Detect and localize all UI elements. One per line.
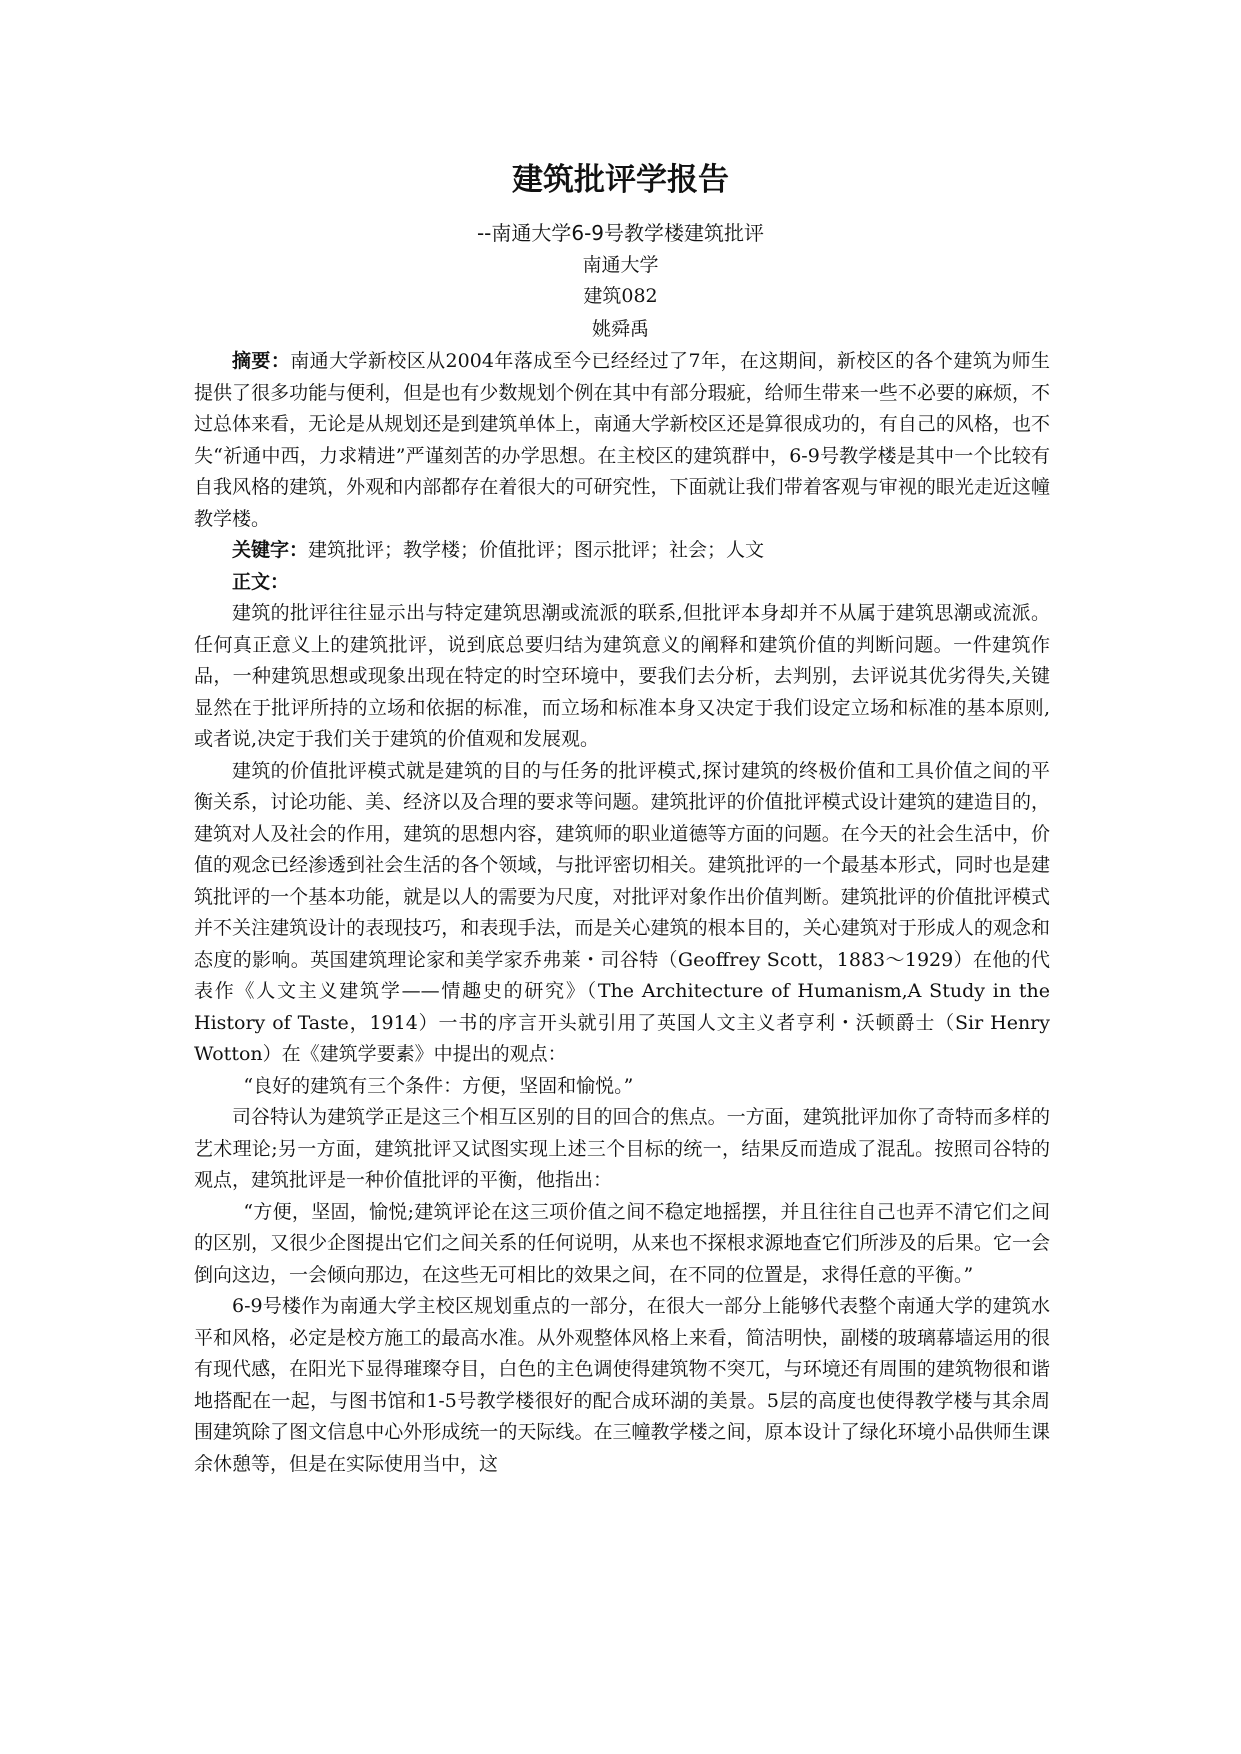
body-heading [194,567,1050,599]
body-paragraph-3: 司谷特认为建筑学正是这三个相互区别的目的回合的焦点。一方面，建筑批评加你了奇特而多样的艺术理论;另一方面，建筑批评又试图实现上述三个目标的统一，结果反而造成了混乱。按照司谷特的观点，建筑批评是一种价值批评的平衡，他指出： [194,1106,1050,1191]
quote-paragraph-2: “方便，坚固，愉悦;建筑评论在这三项价值之间不稳定地摇摆，并且往往自己也弄不清它们之间的区别，又很少企图提出它们之间关系的任何说明，从来也不探根求源地查它们所涉及的后果。它一会倒向这边，一会倾向那边，在这些无可相比的效果之间，在不同的位置是，求得任意的平衡。” [194,1200,1050,1286]
keywords-text: 建筑批评；教学楼；价值批评；图示批评；社会；人文 [308,539,765,561]
keywords-label: 关键字： [232,539,309,561]
abstract-text: 南通大学新校区从2004年落成至今已经经过了7年，在这期间，新校区的各个建筑为师生提供了很多功能与便利，但是也有少数规划个例在其中有部分瑕疵，给师生带来一些不必要的麻烦，不过总体来看，无论是从规划还是到建筑单体上，南通大学新校区还是算很成功的，有自己的风格，也不失“祈通中西，力求精进”严谨刻苦的办学思想。在主校区的建筑群中，6-9号教学楼是其中一个比较有自我风格的建筑，外观和内部都存在着很大的可研究性，下面就让我们带着客观与审视的眼光走近这幢教学楼。 [194,350,1050,530]
body-label: 正文： [232,570,290,593]
author-name: 姚舜禹 [591,318,649,340]
author-class: 建筑082 [583,285,658,307]
document-title: 建筑批评学报告 [512,162,729,198]
author-school: 南通大学 [582,254,659,276]
abstract-paragraph [194,346,1050,535]
keywords-paragraph [194,535,1050,567]
body-paragraph-4: 6-9号楼作为南通大学主校区规划重点的一部分，在很大一部分上能够代表整个南通大学的建筑水平和风格，必定是校方施工的最高水准。从外观整体风格上来看，简洁明快，副楼的玻璃幕墙运用的很有现代感，在阳光下显得璀璨夺目，白色的主色调使得建筑物不突兀，与环境还有周围的建筑物很和谐地搭配在一起，与图书馆和1-5号教学楼很好的配合成环湖的美景。5层的高度也使得教学楼与其余周围建筑除了图文信息中心外形成统一的天际线。在三幢教学楼之间，原本设计了绿化环境小品供师生课余休憩等，但是在实际使用当中，这 [194,1295,1050,1475]
body-paragraph-2: 建筑的价值批评模式就是建筑的目的与任务的批评模式,探讨建筑的终极价值和工具价值之间的平衡关系，讨论功能、美、经济以及合理的要求等问题。建筑批评的价值批评模式设计建筑的建造目的，建筑对人及社会的作用，建筑的思想内容，建筑师的职业道德等方面的问题。在今天的社会生活中，价值的观念已经渗透到社会生活的各个领域，与批评密切相关。建筑批评的一个最基本形式，同时也是建筑批评的一个基本功能，就是以人的需要为尺度，对批评对象作出价值判断。建筑批评的价值批评模式并不关注建筑设计的表现技巧，和表现手法，而是关心建筑的根本目的，关心建筑对于形成人的观念和态度的影响。英国建筑理论家和美学家乔弗莱・司谷特（Geoffrey Scott，1883～1929）在他的代表作《人文主义建筑学——情趣史的研究》（The Architecture of Humanism,A Study in the History of Taste，1914）一书的序言开头就引用了英国人文主义者亨利・沃顿爵士（Sir Henry Wotton）在《建筑学要素》中提出的观点： [194,759,1050,1065]
abstract-label: 摘要： [232,350,291,372]
document-subtitle: --南通大学6-9号教学楼建筑批评 [476,221,765,245]
body-paragraph-1: 建筑的批评往往显示出与特定建筑思潮或流派的联系,但批评本身却并不从属于建筑思潮或流派。任何真正意义上的建筑批评，说到底总要归结为建筑意义的阐释和建筑价值的判断问题。一件建筑作品，一种建筑思想或现象出现在特定的时空环境中，要我们去分析，去判别，去评说其优劣得失,关键显然在于批评所持的立场和依据的标准，而立场和标准本身又决定于我们设定立场和标准的基本原则,或者说,决定于我们关于建筑的价值观和发展观。 [194,602,1050,750]
document-body [194,346,1050,1480]
quote-paragraph-1: “良好的建筑有三个条件：方便，坚固和愉悦。” [243,1074,634,1097]
